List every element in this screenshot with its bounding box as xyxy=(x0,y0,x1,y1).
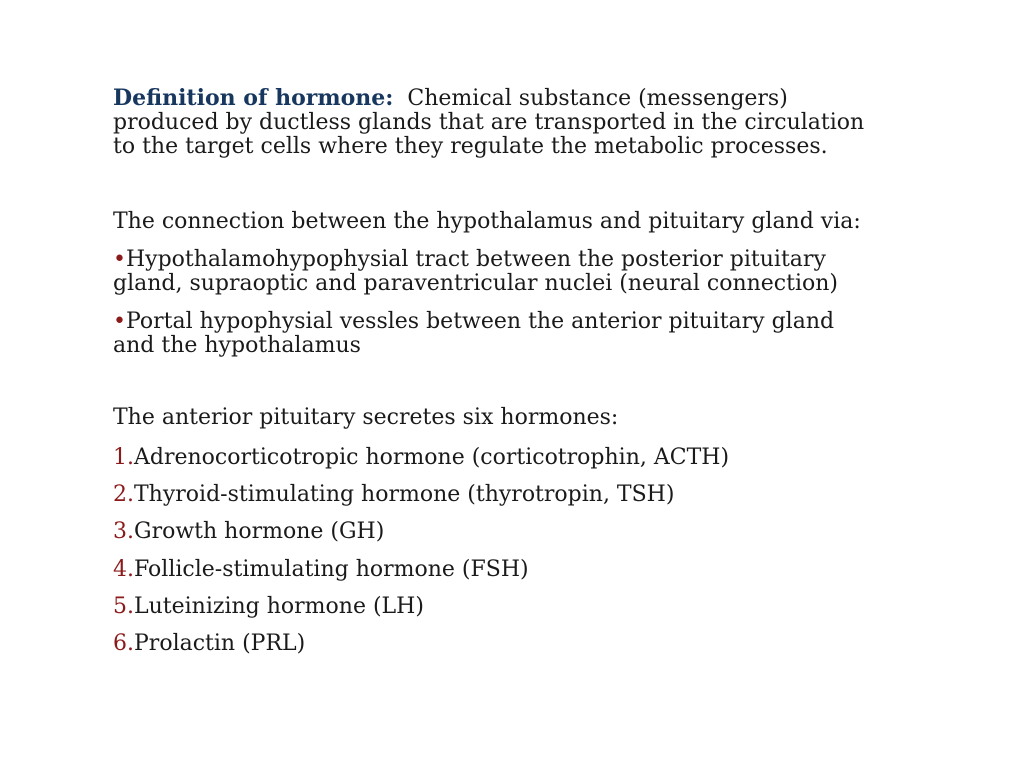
list-number: 2. xyxy=(113,482,134,507)
list-number: 5. xyxy=(113,594,134,619)
connection-heading: The connection between the hypothalamus and pituitary gland via: xyxy=(113,209,861,234)
definition-line-2: produced by ductless glands that are transported in the circulation xyxy=(113,110,865,135)
list-number: 3. xyxy=(113,519,134,544)
hormone-list-item xyxy=(113,483,674,507)
definition-term: Definition of hormone: xyxy=(113,85,394,111)
definition-line-1 xyxy=(113,86,864,111)
bullet-2-line-2: and the hypothalamus xyxy=(113,333,361,358)
definition-text-1: Chemical substance (messengers) xyxy=(407,86,788,111)
bullet-marker: • xyxy=(113,309,126,334)
list-number: 6. xyxy=(113,631,134,656)
list-number: 1. xyxy=(113,445,134,470)
bullet-1-line-1: Hypothalamohypophysial tract between the posterior pituitary xyxy=(125,247,826,272)
bullet-2-line-1: Portal hypophysial vessles between the anterior pituitary gland xyxy=(125,309,835,334)
list-text: Growth hormone (GH) xyxy=(134,519,385,544)
hormone-list-item xyxy=(113,558,529,582)
list-number: 4. xyxy=(113,557,134,582)
hormone-list-item xyxy=(113,446,729,470)
bullet-marker: • xyxy=(113,247,126,272)
hormone-list-item xyxy=(113,520,384,544)
list-text: Luteinizing hormone (LH) xyxy=(134,594,424,619)
connection-bullet-2 xyxy=(113,310,834,358)
hormone-list-item xyxy=(113,632,305,656)
bullet-1-line-2: gland, supraoptic and paraventricular nuclei (neural connection) xyxy=(113,271,838,296)
hormone-list-item xyxy=(113,595,424,619)
anterior-heading: The anterior pituitary secretes six hormones: xyxy=(113,405,619,430)
list-text: Thyroid-stimulating hormone (thyrotropin, TSH) xyxy=(134,482,675,507)
connection-bullet-1 xyxy=(113,248,838,296)
list-text: Follicle-stimulating hormone (FSH) xyxy=(134,557,529,582)
list-text: Adrenocorticotropic hormone (corticotrophin, ACTH) xyxy=(134,445,730,470)
list-text: Prolactin (PRL) xyxy=(134,631,306,656)
definition-paragraph xyxy=(113,86,864,159)
definition-line-3: to the target cells where they regulate the metabolic processes. xyxy=(113,134,828,159)
slide-content xyxy=(113,0,973,768)
